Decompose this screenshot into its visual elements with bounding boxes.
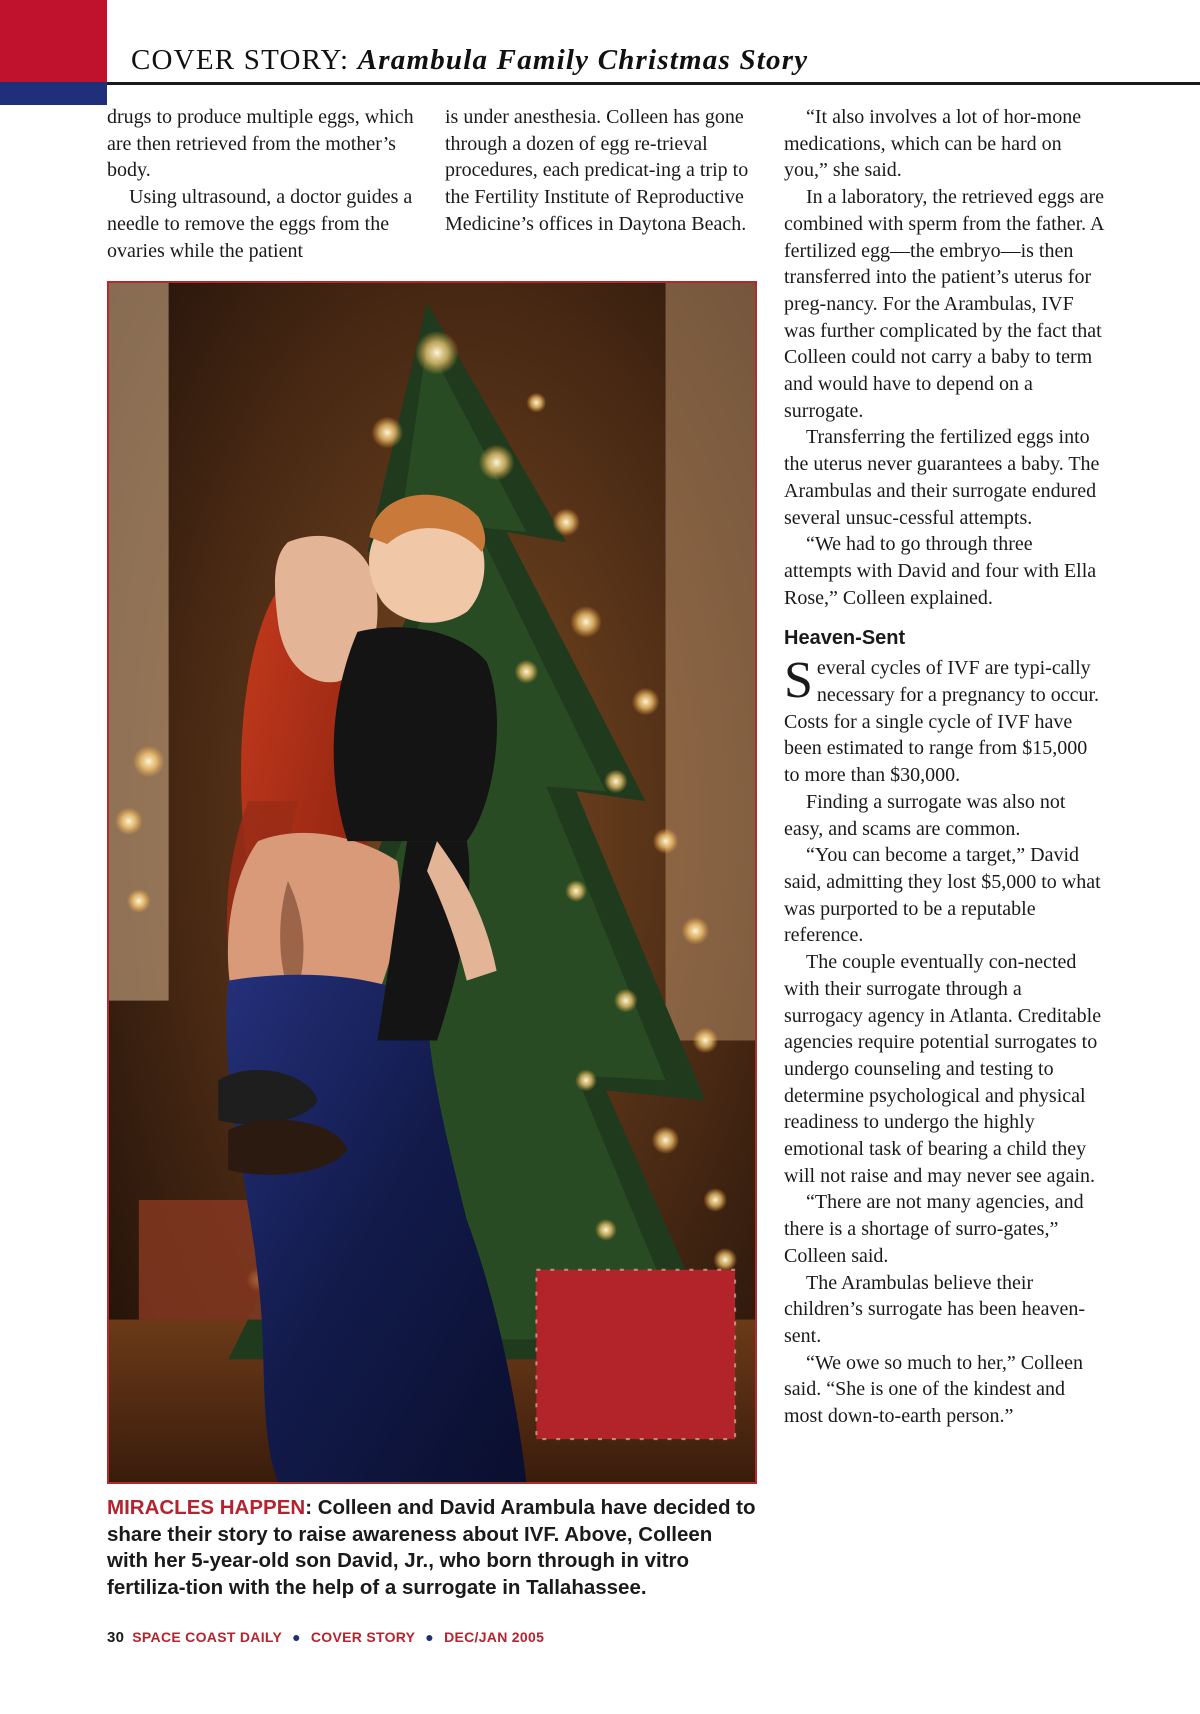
paragraph: Finding a surrogate was also not easy, and scams are common. <box>784 790 1066 840</box>
paragraph: “There are not many agencies, and there is a shortage of surro-gates,” Colleen said. <box>784 1191 1084 1267</box>
article-column-2 <box>445 104 765 238</box>
paragraph: The couple eventually con-nected with their surrogate through a surrogacy agency in Atlanta. Creditable agencies require potential surrogates to undergo counseling and testing to determine psychological and physical readiness to undergo the highly emotional task of bearing a child they will not raise and may never see again. <box>784 951 1102 1187</box>
paragraph: “We had to go through three attempts with David and four with Ella Rose,” Colleen explained. <box>784 533 1097 609</box>
header-story-title: Arambula Family Christmas Story <box>357 44 809 76</box>
header-rule <box>107 82 1200 85</box>
dropcap: S <box>784 652 813 710</box>
footer-issue: DEC/JAN 2005 <box>444 1629 545 1645</box>
page-footer <box>107 1629 544 1646</box>
paragraph: Using ultrasound, a doctor guides a needle to remove the eggs from the ovaries while the patient <box>107 186 413 262</box>
paragraph-with-dropcap <box>784 652 1104 789</box>
paragraph: drugs to produce multiple eggs, which are then retrieved from the mother’s body. <box>107 106 414 182</box>
paragraph: “It also involves a lot of hor-mone medications, which can be hard on you,” she said. <box>784 106 1082 182</box>
cover-photo <box>107 281 757 1484</box>
paragraph: is under anesthesia. Colleen has gone through a dozen of egg re-trieval procedures, each predicat-ing a trip to the Fertility Institute of Reproductive Medicine’s offices in Daytona Beach. <box>445 106 749 235</box>
caption-text: : Colleen and David Arambula have decided to share their story to raise awareness about IVF. Above, Colleen with her 5-year-old son David, Jr., who born through in vitro fertiliza-tion with the help of a surrogate in Tallahassee. <box>107 1496 756 1599</box>
footer-section: COVER STORY <box>310 1629 416 1645</box>
footer-separator: ● <box>292 1629 301 1645</box>
photo-caption <box>107 1495 757 1601</box>
article-column-1 <box>107 104 427 264</box>
header-kicker: COVER STORY: <box>131 44 350 76</box>
header-corner-blue-block <box>0 82 107 105</box>
paragraph: “We owe so much to her,” Colleen said. “She is one of the kindest and most down-to-earth person.” <box>784 1351 1083 1428</box>
article-column-3 <box>784 104 1104 1430</box>
section-subhead: Heaven-Sent <box>784 627 906 650</box>
page-header <box>131 44 808 77</box>
page-number: 30 <box>107 1629 125 1646</box>
header-corner-red-block <box>0 0 107 82</box>
photo-christmas-tree-mother-son <box>109 283 755 1482</box>
paragraph: In a laboratory, the retrieved eggs are combined with sperm from the father. A fertilized egg—the embryo—is then transferred into the patient’s uterus for preg-nancy. For the Arambulas, IVF was further complicated by the fact that Colleen could not carry a baby to term and would have to depend on a surrogate. <box>784 186 1104 422</box>
footer-separator: ● <box>425 1629 435 1645</box>
paragraph: Transferring the fertilized eggs into the uterus never guarantees a baby. The Arambulas and their surrogate endured several unsuc-cessful attempts. <box>784 426 1100 529</box>
paragraph: “You can become a target,” David said, admitting they lost $5,000 to what was purported to be a reputable reference. <box>784 844 1101 947</box>
paragraph-text: everal cycles of IVF are typi-cally necessary for a pregnancy to occur. Costs for a single cycle of IVF have been estimated to range from $15,000 to more than $30,000. <box>784 657 1100 787</box>
footer-publication: SPACE COAST DAILY <box>132 1629 283 1645</box>
paragraph: The Arambulas believe their children’s surrogate has been heaven-sent. <box>784 1271 1085 1347</box>
caption-lead: MIRACLES HAPPEN <box>107 1496 306 1519</box>
